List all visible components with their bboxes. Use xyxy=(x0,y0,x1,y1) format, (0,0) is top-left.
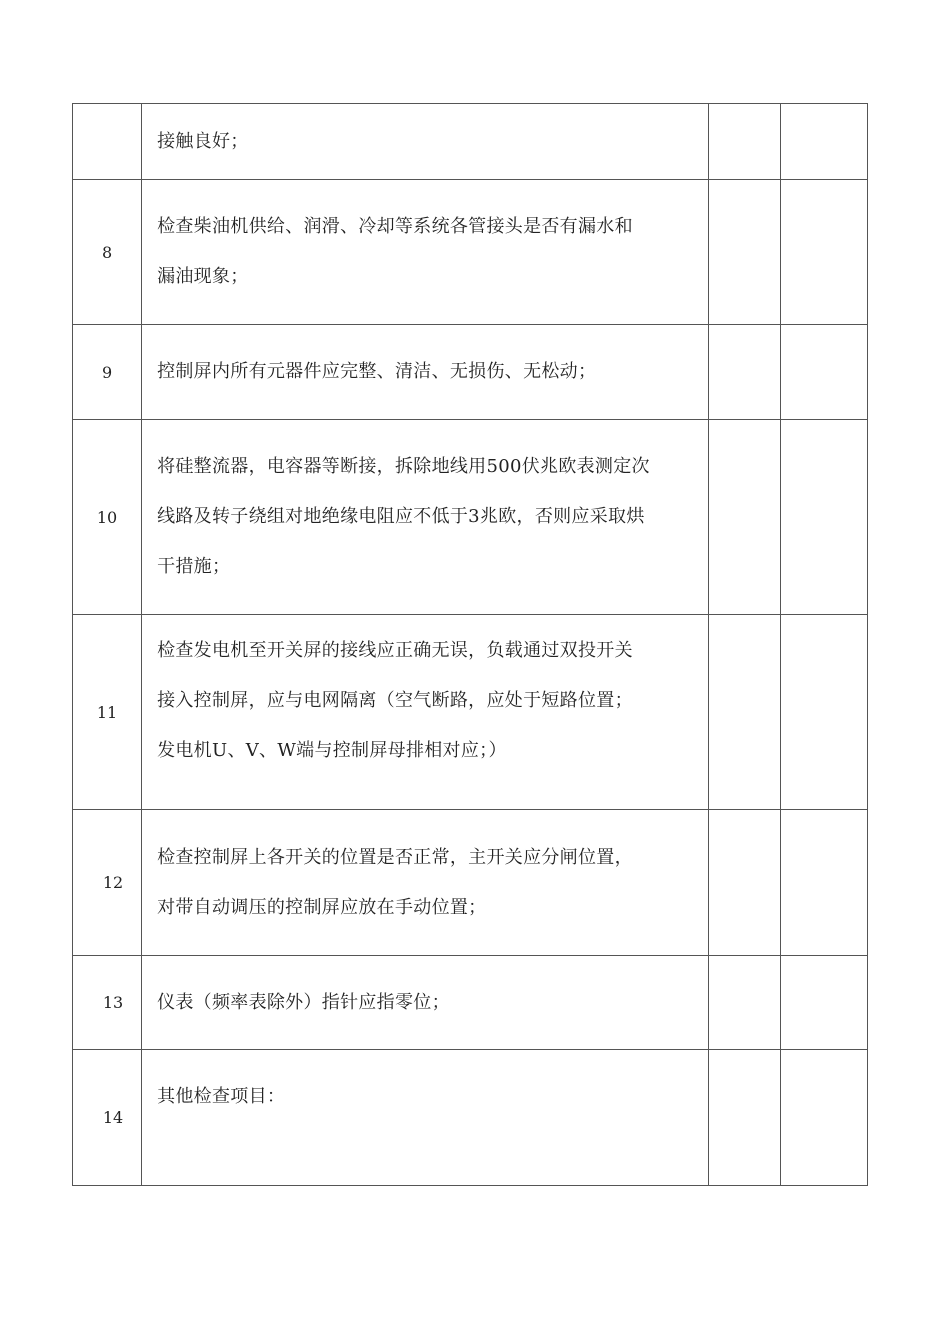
item-number: 10 xyxy=(96,507,118,527)
remark-cell[interactable] xyxy=(780,810,867,956)
item-description-line: 检查柴油机供给、润滑、冷却等系统各管接头是否有漏水和 xyxy=(157,216,633,237)
item-number: 9 xyxy=(101,362,113,382)
table-row xyxy=(73,180,868,325)
item-number: 11 xyxy=(96,702,118,722)
item-description-line: 控制屏内所有元器件应完整、清洁、无损伤、无松动； xyxy=(157,361,597,382)
item-description-line: 检查发电机至开关屏的接线应正确无误，负载通过双投开关 xyxy=(157,640,633,661)
check-cell[interactable] xyxy=(708,420,780,615)
check-cell[interactable] xyxy=(708,104,780,180)
item-description-cell xyxy=(142,104,709,180)
item-description-cell xyxy=(142,420,709,615)
item-number: 12 xyxy=(102,873,124,892)
item-number-cell xyxy=(73,325,142,420)
item-description-cell xyxy=(142,615,709,810)
table-row xyxy=(73,615,868,810)
remark-cell[interactable] xyxy=(780,615,867,810)
inspection-table xyxy=(72,103,868,1186)
remark-cell[interactable] xyxy=(780,956,867,1050)
item-description-line: 接触良好； xyxy=(157,130,249,152)
item-number-cell xyxy=(73,104,142,180)
item-description-line: 对带自动调压的控制屏应放在手动位置； xyxy=(157,896,487,918)
table-row xyxy=(73,325,868,420)
item-description-line: 漏油现象； xyxy=(157,266,249,287)
item-number-cell xyxy=(73,1050,142,1186)
check-cell[interactable] xyxy=(708,810,780,956)
table-row xyxy=(73,1050,868,1186)
item-description-line: 其他检查项目： xyxy=(157,1086,286,1107)
item-description-cell xyxy=(142,1050,709,1186)
item-description-line: 干措施； xyxy=(157,556,231,577)
check-cell[interactable] xyxy=(708,1050,780,1186)
item-number-cell xyxy=(73,615,142,810)
item-description-cell xyxy=(142,180,709,325)
table-row xyxy=(73,810,868,956)
remark-cell[interactable] xyxy=(780,1050,867,1186)
item-description-line: 接入控制屏，应与电网隔离（空气断路，应处于短路位置； xyxy=(157,690,633,711)
item-number: 13 xyxy=(102,993,124,1012)
check-cell[interactable] xyxy=(708,956,780,1050)
item-number-cell xyxy=(73,956,142,1050)
item-number-cell xyxy=(73,810,142,956)
item-description-line: 将硅整流器，电容器等断接，拆除地线用500伏兆欧表测定次 xyxy=(157,456,650,477)
item-number-cell xyxy=(73,420,142,615)
remark-cell[interactable] xyxy=(780,180,867,325)
check-cell[interactable] xyxy=(708,325,780,420)
item-description-line: 仪表（频率表除外）指针应指零位； xyxy=(157,991,450,1013)
item-description-cell xyxy=(142,810,709,956)
remark-cell[interactable] xyxy=(780,420,867,615)
item-number-cell xyxy=(73,180,142,325)
table-row xyxy=(73,420,868,615)
item-description-line: 检查控制屏上各开关的位置是否正常，主开关应分闸位置， xyxy=(157,846,633,868)
table-row xyxy=(73,104,868,180)
check-cell[interactable] xyxy=(708,180,780,325)
remark-cell[interactable] xyxy=(780,104,867,180)
item-description-line: 发电机U、V、W端与控制屏母排相对应；） xyxy=(157,740,507,761)
item-description-cell xyxy=(142,956,709,1050)
item-description-cell xyxy=(142,325,709,420)
item-number: 8 xyxy=(101,242,113,262)
item-description-line: 线路及转子绕组对地绝缘电阻应不低于3兆欧，否则应采取烘 xyxy=(157,506,645,527)
check-cell[interactable] xyxy=(708,615,780,810)
table-row xyxy=(73,956,868,1050)
item-number: 14 xyxy=(102,1108,124,1127)
remark-cell[interactable] xyxy=(780,325,867,420)
